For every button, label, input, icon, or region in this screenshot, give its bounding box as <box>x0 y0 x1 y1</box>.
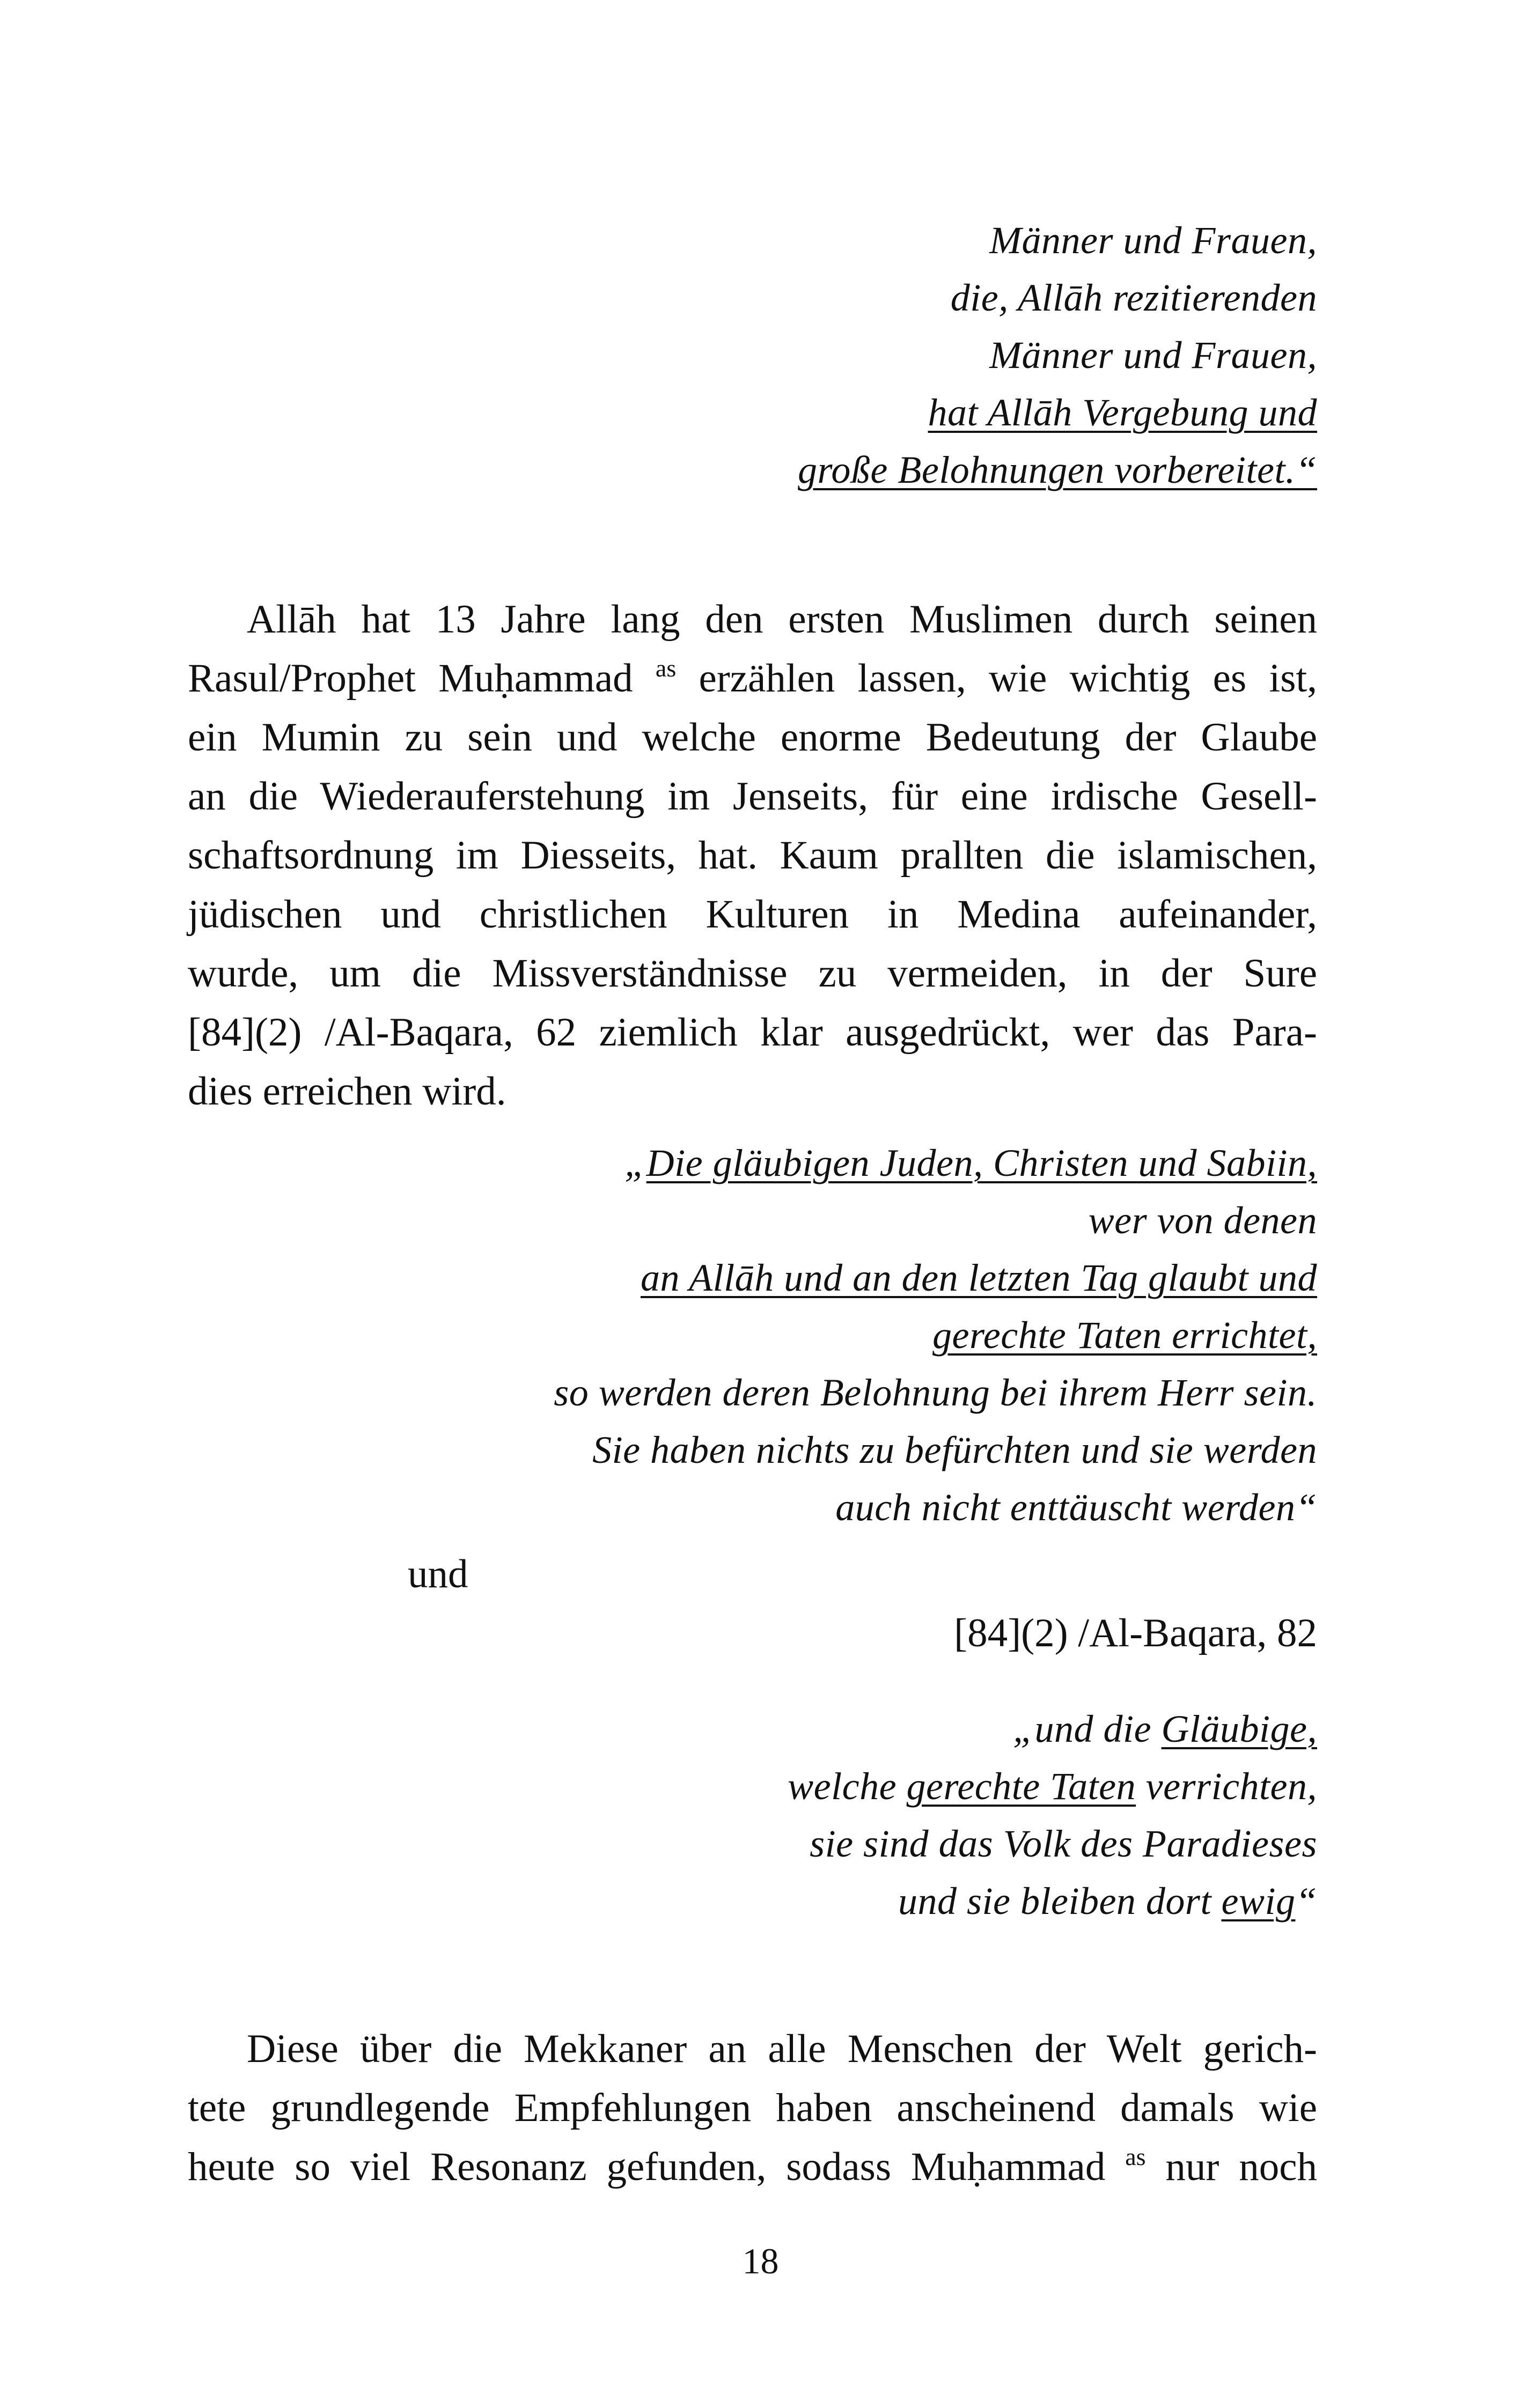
page-number: 18 <box>742 2241 779 2281</box>
verse-quote-1 <box>188 212 1317 499</box>
paragraph-line: tete grundlegende Empfehlungen haben anscheinend damals wie <box>188 2086 1317 2130</box>
verse-line: Männer und Frauen, <box>989 334 1317 377</box>
paragraph-line: Diese über die Mekkaner an alle Menschen der Welt gerich- <box>247 2027 1317 2071</box>
paragraph-line: dies erreichen wird. <box>188 1069 506 1114</box>
verse-line-underlined: Die gläubigen Juden, Christen und Sabiin, <box>646 1142 1317 1184</box>
verse-line: welche gerechte Taten verrichten, <box>788 1765 1317 1808</box>
verse-line: „und die Gläubige, <box>1013 1707 1317 1750</box>
sura-reference: [84](2) /Al-Baqara, 82 <box>954 1611 1317 1655</box>
paragraph-line: Allāh hat 13 Jahre lang den ersten Muslimen durch seinen <box>247 597 1317 642</box>
verse-line: Männer und Frauen, <box>989 219 1317 262</box>
verse-line: Sie haben nichts zu befürchten und sie werden <box>592 1428 1317 1471</box>
verse-line: wer von denen <box>1088 1199 1317 1242</box>
verse-quote-3 <box>188 1700 1317 1930</box>
paragraph-line: heute so viel Resonanz gefunden, sodass Muḥammad $^{as}$ nur noch <box>188 2143 1318 2189</box>
verse-line: auch nicht enttäuscht werden“ <box>835 1486 1317 1529</box>
verse-line-underlined: hat Allāh Vergebung und <box>928 391 1317 434</box>
body-paragraph-2 <box>188 2020 1317 2197</box>
paragraph-line: [84](2) /Al-Baqara, 62 ziemlich klar ausgedrückt, wer das Para- <box>188 1010 1317 1055</box>
paragraph-line: wurde, um die Missverständnisse zu vermeiden, in der Sure <box>188 951 1317 996</box>
paragraph-line: ein Mumin zu sein und welche enorme Bedeutung der Glaube <box>188 715 1317 760</box>
verse-quote-2 <box>188 1135 1317 1536</box>
verse-line: die, Allāh rezitierenden <box>950 276 1317 319</box>
verse-line: und sie bleiben dort ewig“ <box>898 1880 1317 1923</box>
body-paragraph-1 <box>188 590 1317 1121</box>
paragraph-line: jüdischen und christlichen Kulturen in Medina aufeinander, <box>188 892 1317 937</box>
verse-line: so werden deren Belohnung bei ihrem Herr sein. <box>554 1371 1317 1414</box>
superscript-as: as <box>1125 2143 1146 2170</box>
connector-text: und <box>408 1552 468 1596</box>
paragraph-line: schaftsordnung im Diesseits, hat. Kaum prallten die islamischen, <box>188 833 1317 878</box>
superscript-as: as <box>655 654 677 682</box>
verse-line: sie sind das Volk des Paradieses <box>810 1822 1317 1865</box>
verse-line-underlined: gerechte Taten errichtet, <box>932 1314 1317 1357</box>
open-quote: „ <box>624 1142 646 1184</box>
paragraph-line: Rasul/Prophet Muḥammad $^{as}$ erzählen lassen, wie wichtig es ist, <box>188 654 1317 701</box>
verse-line-underlined: an Allāh und an den letzten Tag glaubt und <box>640 1256 1317 1299</box>
verse-line-underlined: große Belohnungen vorbereitet.“ <box>798 448 1317 491</box>
paragraph-line: an die Wiederauferstehung im Jenseits, für eine irdische Gesell- <box>188 774 1317 819</box>
